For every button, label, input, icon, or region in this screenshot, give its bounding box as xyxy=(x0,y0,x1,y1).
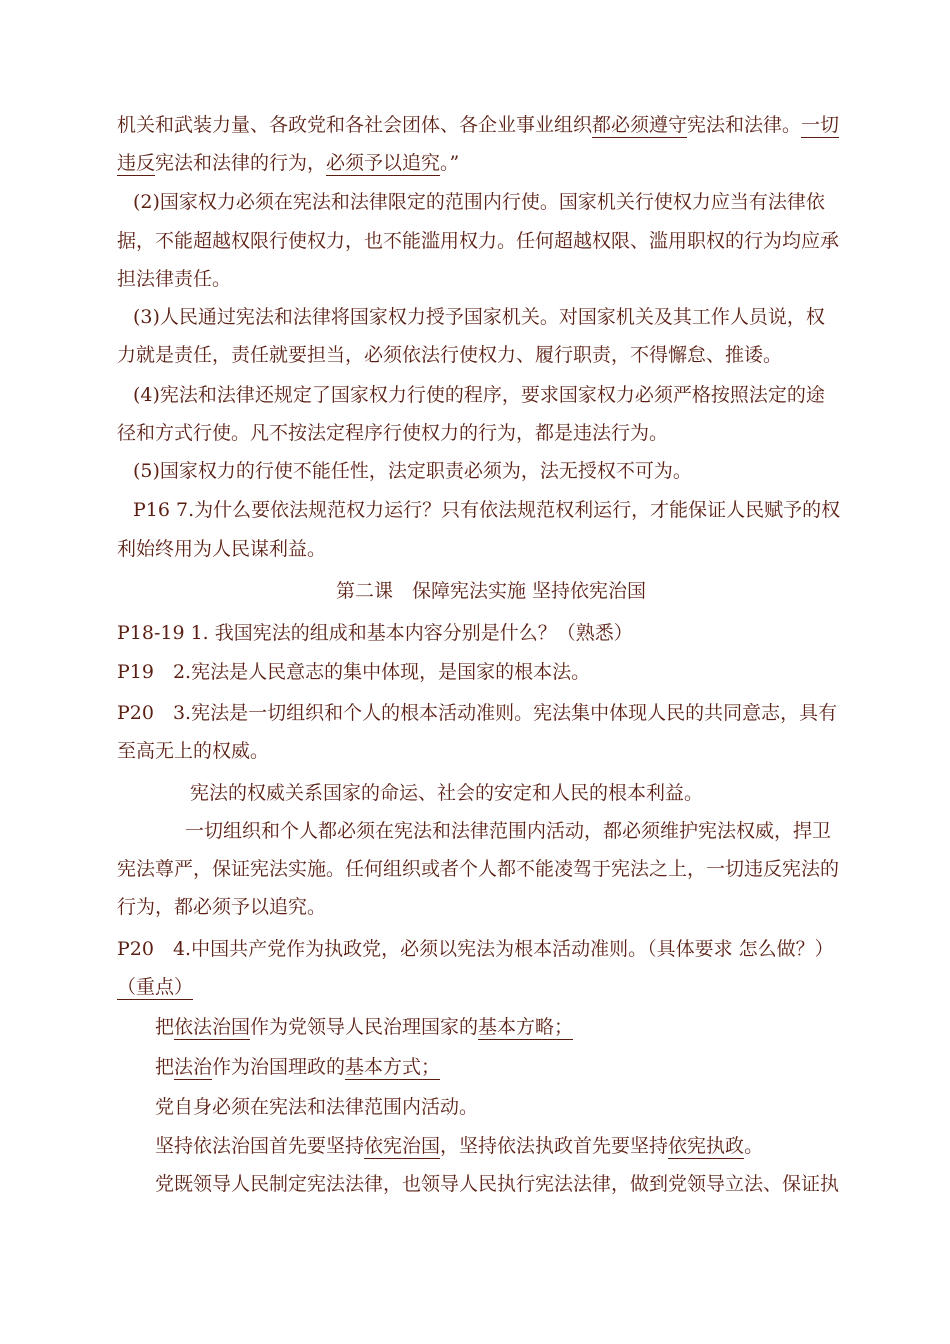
text-span: 一切组织和个人都必须在宪法和法律范围内活动，都必须维护宪法权威，捍卫 xyxy=(185,820,832,842)
text-line xyxy=(117,536,326,562)
text-span: 党既领导人民制定宪法法律，也领导人民执行宪法法律，做到党领导立法、保证执 xyxy=(155,1173,840,1195)
text-line xyxy=(117,659,590,685)
underlined-text: 违反 xyxy=(117,152,156,174)
text-span: P18-19 1. 我国宪法的组成和基本内容分别是什么？（熟悉） xyxy=(117,622,633,644)
text-line xyxy=(133,458,692,484)
text-line xyxy=(117,420,668,446)
text-line xyxy=(155,1014,573,1040)
text-span: (3)人民通过宪法和法律将国家权力授予国家机关。对国家机关及其工作人员说，权 xyxy=(133,306,825,328)
text-span: ，坚持依法执政首先要坚持 xyxy=(440,1135,669,1157)
underlined-text: （重点） xyxy=(117,976,194,998)
text-line xyxy=(117,620,633,646)
text-span: 担法律责任。 xyxy=(117,268,232,290)
text-line xyxy=(117,342,782,368)
text-span: 利始终用为人民谋利益。 xyxy=(117,538,327,560)
underlined-text: 基本方略； xyxy=(478,1016,574,1038)
text-span: P20 3.宪法是一切组织和个人的根本活动准则。宪法集中体现人民的共同意志，具有 xyxy=(117,702,838,724)
text-span: (2)国家权力必须在宪法和法律限定的范围内行使。国家机关行使权力应当有法律依 xyxy=(133,191,825,213)
underlined-text: 依宪治国 xyxy=(364,1135,441,1157)
text-line xyxy=(155,1054,440,1080)
text-line xyxy=(117,700,837,726)
text-line xyxy=(117,228,839,254)
text-line xyxy=(133,497,840,523)
text-span: 据，不能超越权限行使权力，也不能滥用权力。任何超越权限、滥用职权的行为均应承 xyxy=(117,230,840,252)
underlined-text: 基本方式； xyxy=(345,1056,441,1078)
text-span: P16 7.为什么要依法规范权力运行？只有依法规范权利运行，才能保证人民赋予的权 xyxy=(133,499,841,521)
text-span: 机关和武装力量、各政党和各社会团体、各企业事业组织 xyxy=(117,114,593,136)
text-span: 宪法和法律。 xyxy=(687,114,802,136)
text-line xyxy=(185,818,831,844)
text-span: 作为党领导人民治理国家的 xyxy=(250,1016,479,1038)
text-span: P20 4.中国共产党作为执政党，必须以宪法为根本活动准则。（具体要求 怎么做？） xyxy=(117,938,834,960)
text-line xyxy=(133,382,825,408)
text-span: 作为治国理政的 xyxy=(212,1056,346,1078)
text-span: 宪法尊严，保证宪法实施。任何组织或者个人都不能凌驾于宪法之上，一切违反宪法的 xyxy=(117,858,840,880)
text-line xyxy=(133,304,825,330)
text-line xyxy=(117,936,834,962)
text-span: 第二课 保障宪法实施 坚持依宪治国 xyxy=(336,580,647,602)
text-span: (4)宪法和法律还规定了国家权力行使的程序，要求国家权力必须严格按照法定的途 xyxy=(133,384,825,406)
text-line xyxy=(117,112,839,138)
text-line xyxy=(155,1094,478,1120)
text-span: 径和方式行使。凡不按法定程序行使权力的行为，都是违法行为。 xyxy=(117,422,669,444)
text-line xyxy=(155,1171,839,1197)
text-line xyxy=(117,738,269,764)
text-span: 。” xyxy=(440,152,460,174)
text-line xyxy=(155,1133,763,1159)
text-span: 力就是责任，责任就要担当，必须依法行使权力、履行职责，不得懈怠、推诿。 xyxy=(117,344,783,366)
text-span: 宪法和法律的行为， xyxy=(155,152,327,174)
text-span: 宪法的权威关系国家的命运、社会的安定和人民的根本利益。 xyxy=(190,782,704,804)
underlined-text: 依法治国 xyxy=(174,1016,251,1038)
text-line xyxy=(336,578,646,604)
text-line xyxy=(133,189,825,215)
text-line xyxy=(117,266,231,292)
text-span: 至高无上的权威。 xyxy=(117,740,270,762)
underlined-text: 法治 xyxy=(174,1056,213,1078)
text-span: 行为，都必须予以追究。 xyxy=(117,896,327,918)
text-span: 。 xyxy=(744,1135,764,1157)
text-line xyxy=(117,974,193,1000)
text-line xyxy=(117,150,459,176)
underlined-text: 一切 xyxy=(801,114,840,136)
text-line xyxy=(117,856,839,882)
text-span: 党自身必须在宪法和法律范围内活动。 xyxy=(155,1096,479,1118)
underlined-text: 都必须遵守 xyxy=(592,114,688,136)
text-span: (5)国家权力的行使不能任性，法定职责必须为，法无授权不可为。 xyxy=(133,460,692,482)
underlined-text: 必须予以追究 xyxy=(326,152,441,174)
text-span: P19 2.宪法是人民意志的集中体现，是国家的根本法。 xyxy=(117,661,591,683)
text-span: 坚持依法治国首先要坚持 xyxy=(155,1135,365,1157)
text-line xyxy=(190,780,703,806)
text-span: 把 xyxy=(155,1016,175,1038)
text-span: 把 xyxy=(155,1056,175,1078)
text-line xyxy=(117,894,326,920)
underlined-text: 依宪执政 xyxy=(668,1135,745,1157)
